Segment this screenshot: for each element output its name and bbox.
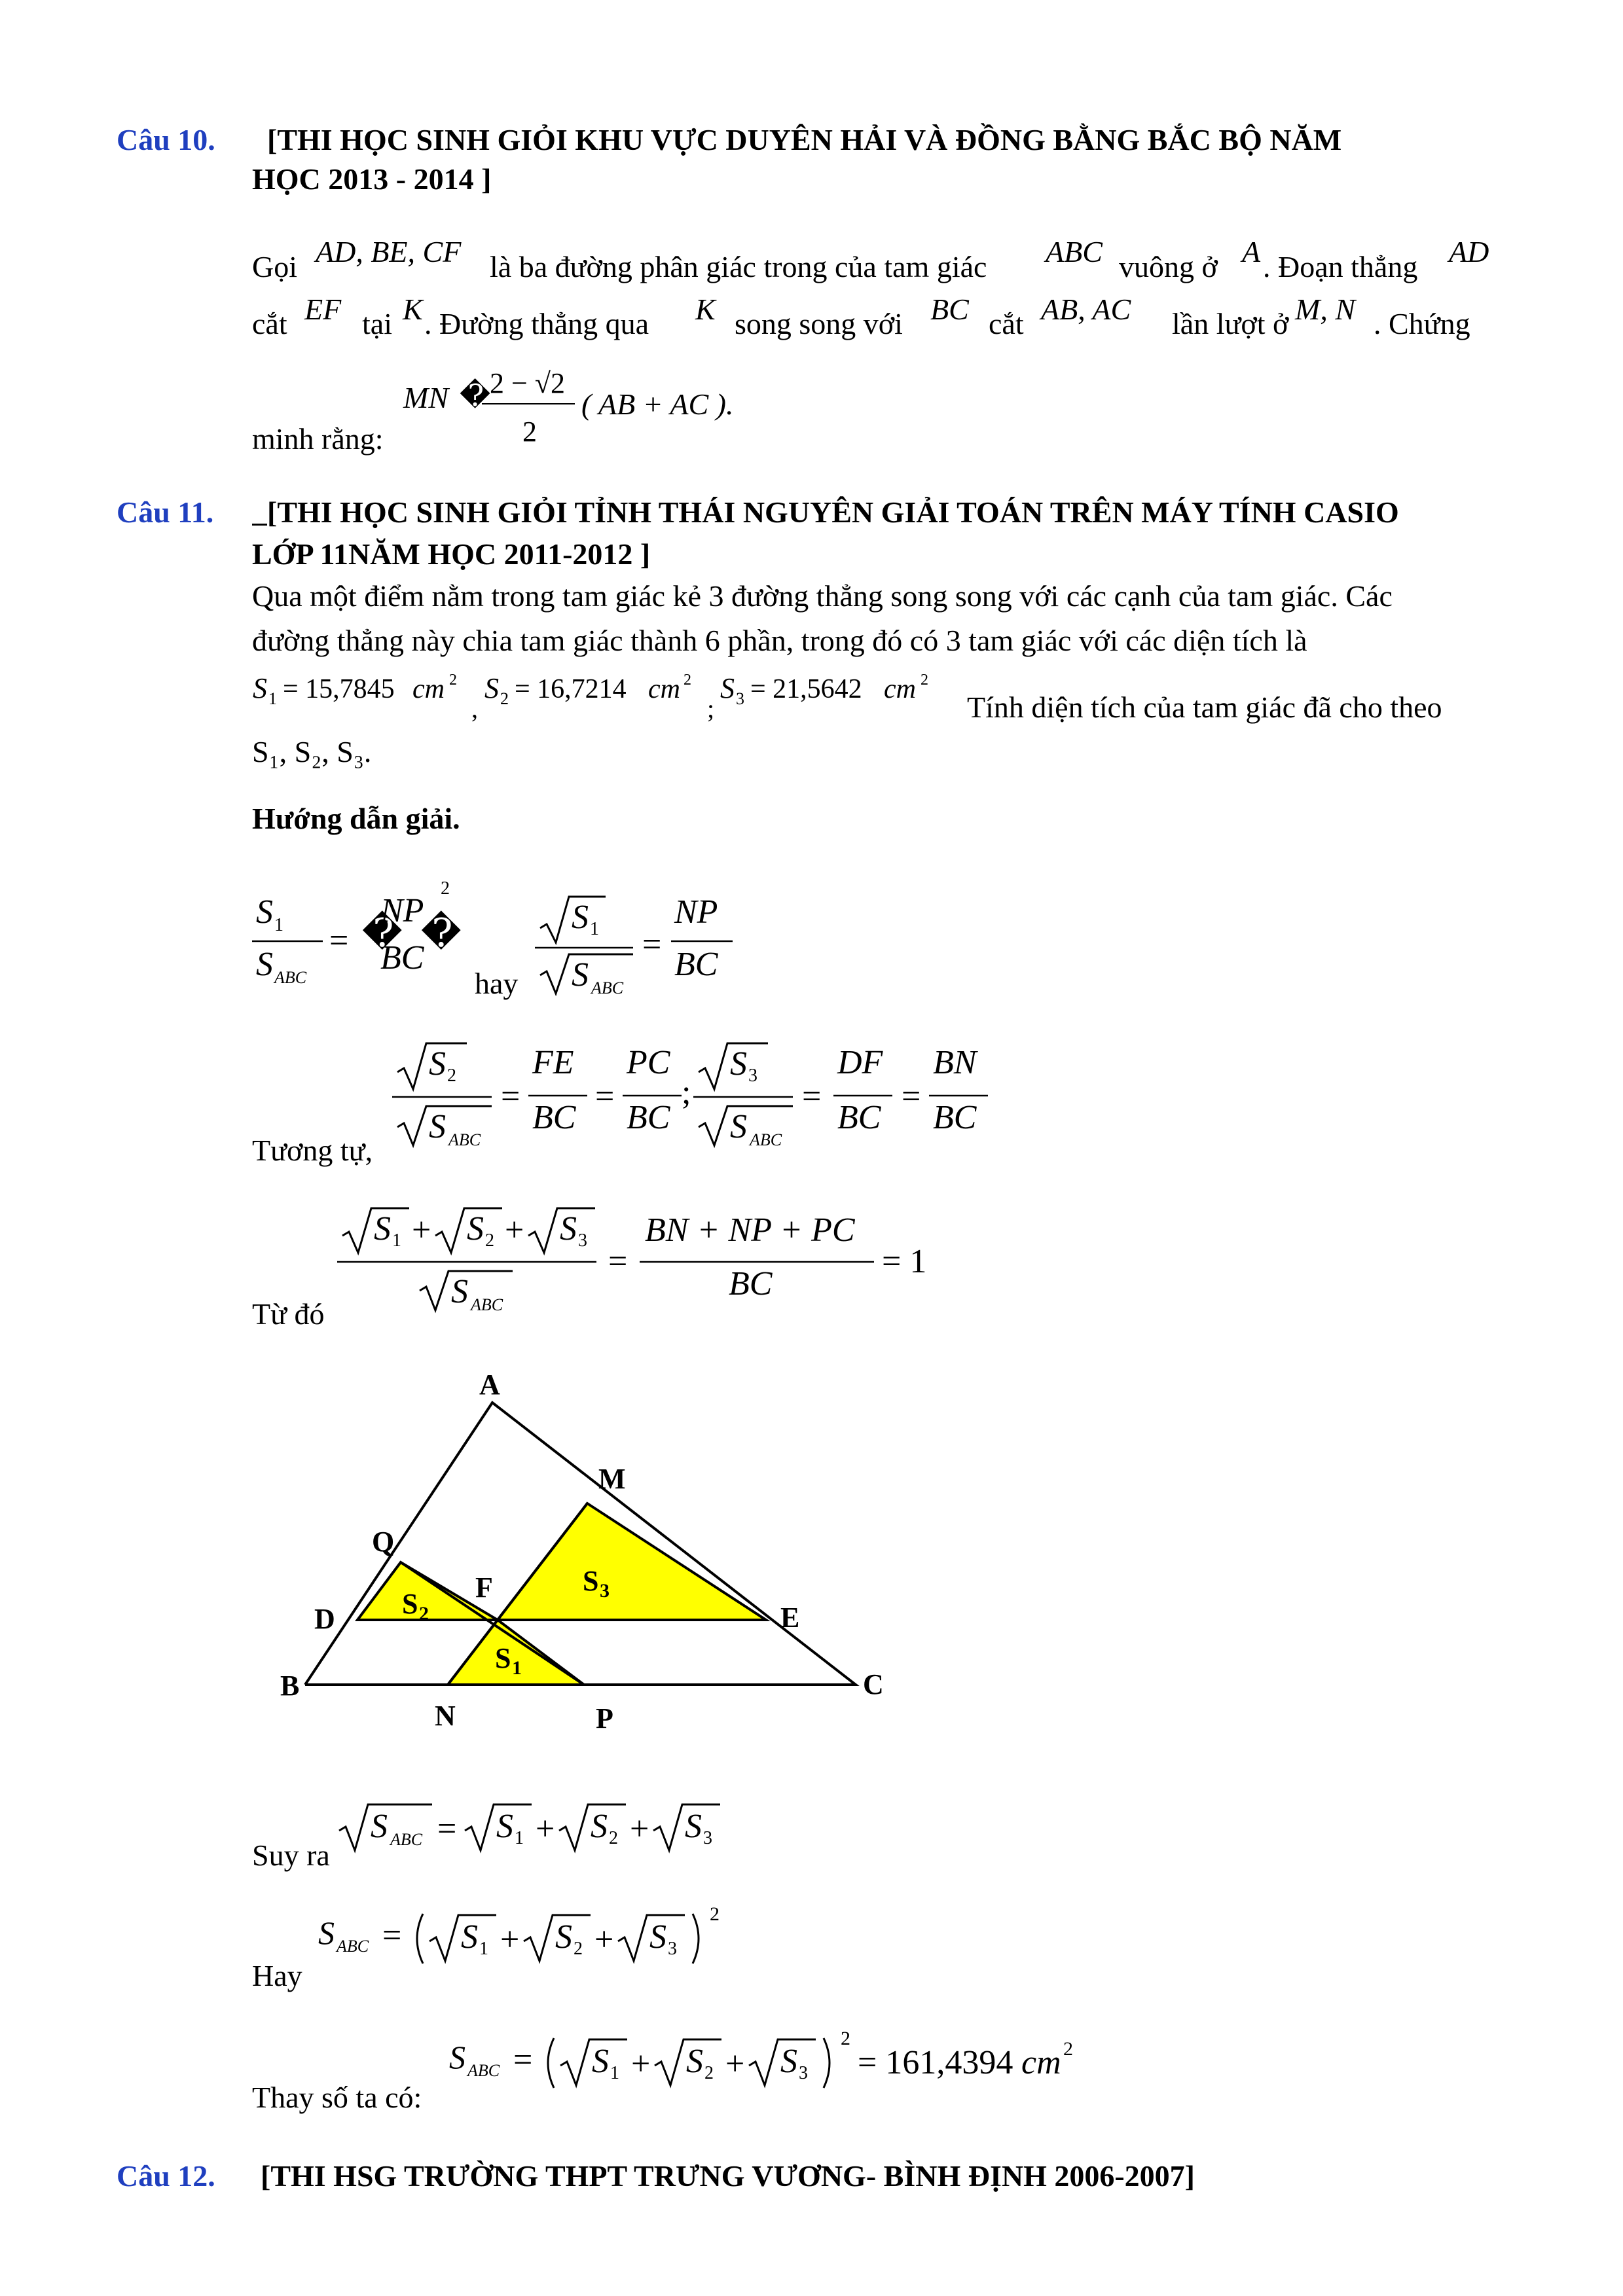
eq5-plus-1: + (500, 1921, 520, 1958)
eq1-sabc-sub: ABC (274, 968, 307, 987)
label-m: M (598, 1463, 626, 1495)
eq3-plus-1: + (412, 1211, 431, 1249)
eq1-rhs-s1-sub: 1 (590, 919, 599, 939)
eq3-s1: S (374, 1210, 391, 1247)
label-s2-sub: 2 (419, 1603, 429, 1624)
q11-equation-3 (337, 1198, 939, 1329)
eq5-s3-sub: 3 (668, 1939, 677, 1959)
eq2-eq-b: = (595, 1078, 615, 1115)
eq2-s2: S (429, 1045, 446, 1083)
eq3-s2-sub: 2 (485, 1230, 494, 1251)
eq6-unit: cm (1021, 2044, 1061, 2081)
label-s3-sub: 3 (600, 1580, 610, 1602)
label-s3: S (583, 1565, 599, 1597)
q11-title-underlined-prefix (252, 495, 267, 529)
q10-text-duong-thang-qua: . Đường thẳng qua (424, 307, 649, 340)
eq4-sabc: S (371, 1808, 388, 1845)
eq3-s2: S (467, 1210, 484, 1247)
eq2-df: DF (837, 1044, 883, 1081)
label-s1-sub: 1 (512, 1657, 522, 1679)
label-q: Q (372, 1526, 395, 1558)
q10-formula-mn: MN (403, 381, 448, 414)
q10-math-m-n: M, N (1295, 293, 1355, 326)
eq2-sabc-sub: ABC (448, 1130, 481, 1149)
eq3-plus-2: + (505, 1211, 524, 1249)
q10-math-abc: ABC (1046, 235, 1103, 268)
label-a: A (479, 1369, 500, 1401)
triangle-figure (262, 1368, 917, 1748)
q10-math-k: K (403, 293, 423, 326)
eq1-rhs-sabc-sub: ABC (591, 978, 624, 997)
q10-label: Câu 10. (117, 123, 215, 156)
eq6-plus-2: + (725, 2045, 745, 2083)
q10-text-song-song-voi: song song với (735, 307, 903, 340)
q11-s1-symbol: S (253, 672, 267, 704)
eq1-rhs-bc: BC (674, 946, 718, 983)
q10-text-vuong-o: vuông ở (1119, 250, 1218, 283)
q10-math-bc: BC (930, 293, 969, 326)
q10-math-ef: EF (304, 293, 342, 326)
q11-text-tuong-tu: Tương tự, (252, 1134, 373, 1167)
eq3-s1-sub: 1 (392, 1230, 401, 1251)
eq1-s1: S (256, 893, 273, 931)
eq6-s2-sub: 2 (704, 2063, 714, 2083)
eq1-hay: hay (475, 967, 519, 1000)
eq5-sabc: S (318, 1914, 335, 1951)
q11-s1-unit-exp: 2 (449, 672, 457, 689)
eq4-sabc-sub: ABC (390, 1830, 423, 1849)
q11-paragraph-line4: S₁, S₂, S₃. (252, 735, 372, 768)
eq6-unit-exp: 2 (1063, 2038, 1073, 2060)
eq2-bc-2: BC (627, 1099, 670, 1136)
eq2-fe: FE (532, 1044, 574, 1081)
q11-areas-formula (249, 661, 956, 733)
q10-formula (399, 367, 766, 452)
q10-formula-paren: ( AB + AC ). (581, 387, 734, 421)
q11-semicolon: ; (707, 694, 715, 723)
q11-text-thay-so: Thay số ta có: (252, 2081, 422, 2114)
region-s3 (498, 1503, 766, 1620)
q10-math-ab-ac: AB, AC (1041, 293, 1131, 326)
q11-comma: , (471, 694, 478, 723)
q11-s1-unit: cm (412, 674, 445, 704)
eq1-rhs-sabc: S (572, 956, 589, 994)
eq2-s3-sub: 3 (748, 1066, 757, 1086)
eq3-sabc: S (451, 1273, 468, 1310)
eq5-sabc-sub: ABC (337, 1937, 369, 1956)
q10-text-lan-luot-o: lần lượt ở (1172, 307, 1289, 340)
q11-title-line2: LỚP 11NĂM HỌC 2011-2012 ] (252, 537, 651, 571)
q10-title-line1: [THI HỌC SINH GIỎI KHU VỰC DUYÊN HẢI VÀ ĐỒNG BẰNG BẮC BỘ NĂM (267, 123, 1342, 156)
eq3-sabc-sub: ABC (471, 1295, 503, 1314)
eq6-s1: S (592, 2043, 609, 2080)
eq4-equals: = (437, 1810, 457, 1848)
eq6-result: = 161,4394 (858, 2044, 1013, 2081)
q10-text-cat: cắt (252, 307, 287, 340)
q10-text-minh-rang: minh rằng: (252, 422, 384, 456)
eq4-plus-1: + (536, 1810, 555, 1848)
q10-math-a: A (1242, 235, 1261, 268)
eq6-s1-sub: 1 (610, 2063, 619, 2083)
eq2-sabc: S (429, 1108, 446, 1145)
q11-s2-unit-exp: 2 (684, 672, 691, 689)
eq2-bc-4: BC (933, 1099, 977, 1136)
eq5-s2-sub: 2 (574, 1939, 583, 1959)
q11-s2-value: = 16,7214 (515, 674, 627, 704)
label-c: C (863, 1668, 884, 1700)
q10-math-k2: K (695, 293, 716, 326)
eq3-num: BN + NP + PC (645, 1211, 855, 1249)
eq6-plus-1: + (631, 2045, 651, 2083)
label-p: P (596, 1702, 613, 1734)
q12-label: Câu 12. (117, 2159, 215, 2193)
q10-text-goi: Gọi (252, 250, 297, 283)
eq1-glyph-2: � (421, 912, 462, 955)
q11-equation-1 (252, 870, 750, 1001)
eq2-bn: BN (933, 1044, 977, 1081)
eq2-s3: S (730, 1045, 747, 1083)
q11-paragraph-line3-tail: Tính diện tích của tam giác đã cho theo (967, 691, 1442, 724)
q10-text-la-ba: là ba đường phân giác trong của tam giác (490, 250, 987, 283)
q11-equation-5 (314, 1898, 746, 1977)
eq6-equals: = (513, 2041, 533, 2079)
label-s1: S (495, 1642, 511, 1674)
eq4-plus-2: + (630, 1810, 649, 1848)
eq3-equals: = (608, 1243, 628, 1280)
eq5-plus-2: + (594, 1921, 614, 1958)
label-b: B (280, 1670, 300, 1702)
eq1-np: NP (380, 892, 424, 929)
eq4-s3-sub: 3 (703, 1828, 712, 1848)
eq5-equals: = (382, 1917, 402, 1954)
eq5-s2: S (555, 1918, 572, 1956)
eq4-s1-sub: 1 (515, 1828, 524, 1848)
q10-title-line2: HỌC 2013 - 2014 ] (252, 162, 492, 196)
eq5-s1: S (461, 1918, 478, 1956)
q11-label: Câu 11. (117, 495, 214, 529)
eq1-sabc: S (256, 946, 273, 983)
q10-text-doan-thang: . Đoạn thẳng (1263, 250, 1418, 283)
label-f: F (475, 1571, 493, 1604)
q10-formula-num: 2 − √2 (490, 367, 565, 399)
eq1-glyph-1: � (362, 912, 403, 955)
q11-equation-6 (445, 2022, 1100, 2101)
q11-s3-sub: 3 (736, 689, 744, 708)
eq6-s3: S (780, 2043, 797, 2080)
q10-math-ad: AD (1449, 235, 1489, 268)
eq2-pc: PC (627, 1044, 670, 1081)
eq3-s3-sub: 3 (578, 1230, 587, 1251)
eq1-rhs-equals: = (642, 926, 662, 963)
q10-math-ad-be-cf: AD, BE, CF (316, 235, 462, 268)
q10-formula-den: 2 (522, 416, 537, 448)
eq5-square: 2 (710, 1903, 720, 1925)
q11-paragraph-line1: Qua một điểm nằm trong tam giác kẻ 3 đường thẳng song song với các cạnh của tam giác. Các (252, 579, 1393, 613)
eq6-sabc: S (449, 2039, 465, 2075)
eq3-bc: BC (729, 1265, 773, 1302)
eq6-s2: S (686, 2043, 703, 2080)
q11-s3-unit-exp: 2 (921, 672, 928, 689)
eq1-square: 2 (441, 878, 450, 899)
label-d: D (314, 1603, 335, 1635)
eq4-s3: S (685, 1808, 702, 1845)
q11-solution-heading: Hướng dẫn giải. (252, 802, 460, 835)
label-n: N (435, 1700, 456, 1732)
q11-text-suy-ra: Suy ra (252, 1839, 330, 1872)
eq3-equals-one: = 1 (882, 1243, 927, 1280)
q11-title-line1: [THI HỌC SINH GIỎI TỈNH THÁI NGUYÊN GIẢI TOÁN TRÊN MÁY TÍNH CASIO (267, 495, 1399, 529)
eq1-bc: BC (380, 939, 424, 977)
q11-s3-unit: cm (884, 674, 916, 704)
label-e: E (780, 1602, 800, 1634)
eq2-bc-3: BC (837, 1099, 881, 1136)
eq2-s2-sub: 2 (447, 1066, 456, 1086)
q11-s1-sub: 1 (268, 689, 277, 708)
q12-title: [THI HSG TRƯỜNG THPT TRƯNG VƯƠNG- BÌNH ĐỊNH 2006-2007] (261, 2159, 1195, 2193)
eq2-eq-c: = (802, 1078, 822, 1115)
eq2-sabc-2-sub: ABC (750, 1130, 782, 1149)
eq6-square: 2 (841, 2028, 850, 2049)
eq1-rhs-np: NP (674, 893, 718, 931)
q11-paragraph-line2: đường thẳng này chia tam giác thành 6 phần, trong đó có 3 tam giác với các diện tích là (252, 624, 1307, 657)
q10-text-chung: . Chứng (1374, 307, 1470, 340)
eq1-s1-sub: 1 (274, 915, 283, 935)
eq5-s3: S (649, 1918, 666, 1956)
q11-text-hay: Hay (252, 1959, 302, 1992)
eq4-s2: S (591, 1808, 608, 1845)
eq4-s2-sub: 2 (609, 1828, 618, 1848)
q10-formula-glyph: � (460, 379, 491, 412)
eq2-sabc-2: S (730, 1108, 747, 1145)
q10-text-tai: tại (362, 307, 392, 340)
label-s2: S (402, 1588, 418, 1620)
eq4-s1: S (496, 1808, 513, 1845)
q11-s3-value: = 21,5642 (750, 674, 862, 704)
q11-s3-symbol: S (720, 672, 735, 704)
q11-s2-unit: cm (648, 674, 680, 704)
q11-s1-value: = 15,7845 (283, 674, 395, 704)
q11-text-tu-do: Từ đó (252, 1297, 325, 1331)
q10-text-cat2: cắt (989, 307, 1024, 340)
eq2-eq-a: = (501, 1078, 520, 1115)
eq5-s1-sub: 1 (479, 1939, 488, 1959)
q11-s2-symbol: S (484, 672, 499, 704)
eq6-s3-sub: 3 (799, 2063, 808, 2083)
q11-s2-sub: 2 (500, 689, 509, 708)
q11-equation-2 (390, 1034, 1005, 1165)
eq1-rhs-s1: S (572, 899, 589, 936)
q11-equation-4 (334, 1790, 740, 1862)
eq3-s3: S (560, 1210, 577, 1247)
eq2-eq-d: = (902, 1078, 921, 1115)
eq6-sabc-sub: ABC (467, 2061, 500, 2080)
eq2-bc-1: BC (532, 1099, 576, 1136)
eq2-semicolon: ; (682, 1074, 691, 1111)
eq1-equals: = (329, 922, 349, 960)
